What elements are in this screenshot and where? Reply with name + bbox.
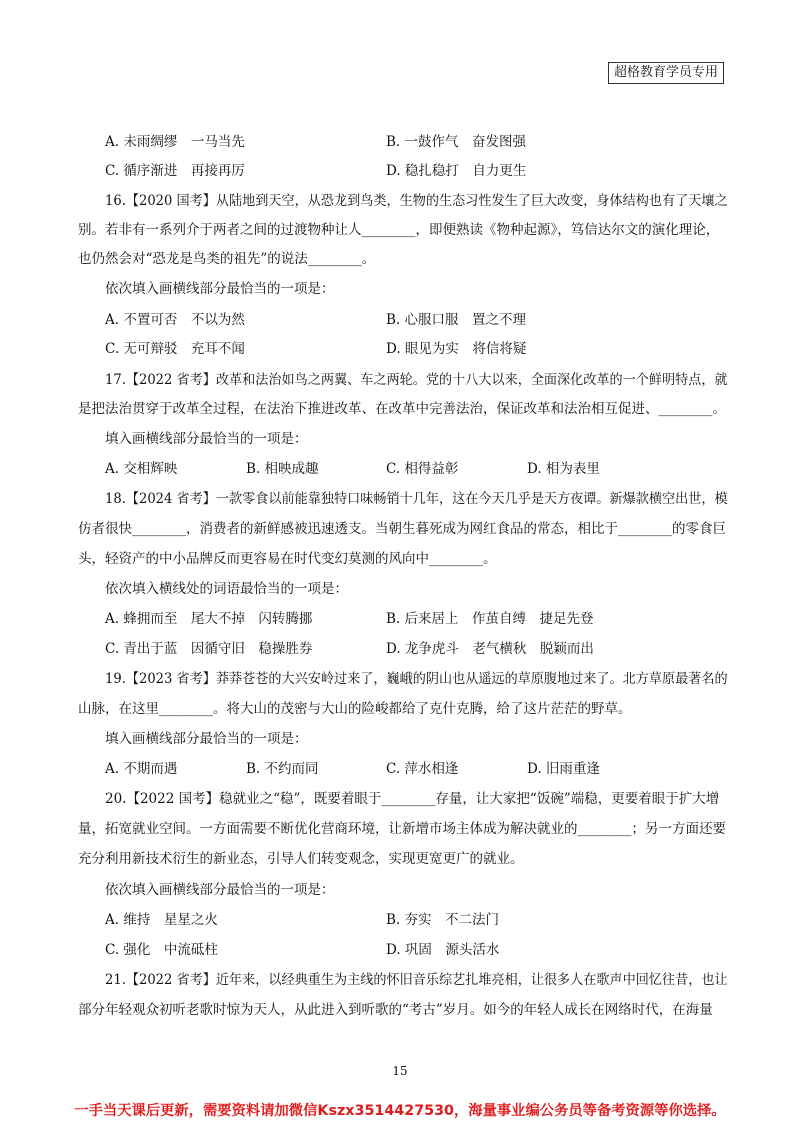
q19-option-b: B. 不约而同 (246, 761, 319, 777)
q18-text-line-1: 18.【2024 省考】一款零食以前能靠独特口味畅销十几年，这在今天几乎是天方夜谭。新爆款横空出世，模 (105, 491, 728, 507)
watermark-stamp: 超格教育学员专用 (608, 62, 724, 84)
q20-prompt: 依次填入画横线部分最恰当的一项是： (105, 882, 335, 898)
q16-option-c: C. 无可辩驳 充耳不闻 (105, 341, 245, 357)
q16-option-a: A. 不置可否 不以为然 (105, 312, 245, 328)
q15-option-a: A. 未雨绸缪 一马当先 (105, 134, 245, 150)
q19-option-a: A. 不期而遇 (105, 761, 178, 777)
q15-option-c: C. 循序渐进 再接再厉 (105, 163, 245, 179)
q15-option-d: D. 稳扎稳打 自力更生 (386, 163, 527, 179)
q17-option-c: C. 相得益彰 (386, 461, 459, 477)
q20-text-line-2: 量，拓宽就业空间。一方面需要不断优化营商环境，让新增市场主体成为解决就业的________；另一方面还要 (78, 821, 726, 837)
q17-text-line-2: 是把法治贯穿于改革全过程，在法治下推进改革、在改革中完善法治，保证改革和法治相互促进、________。 (78, 401, 726, 417)
q17-text-line-1: 17.【2022 省考】改革和法治如鸟之两翼、车之两轮。党的十八大以来，全面深化改革的一个鲜明特点，就 (105, 372, 728, 388)
q18-text-line-3: 头，轻资产的中小品牌反而更容易在时代变幻莫测的风向中________。 (78, 551, 497, 567)
q16-text-line-1: 16.【2020 国考】从陆地到天空，从恐龙到鸟类，生物的生态习性发生了巨大改变，身体结构也有了天壤之 (105, 193, 728, 209)
q18-option-d: D. 龙争虎斗 老气横秋 脱颖而出 (386, 641, 594, 657)
q18-option-b: B. 后来居上 作茧自缚 捷足先登 (386, 611, 594, 627)
page-number: 15 (392, 1064, 408, 1078)
q20-text-line-1: 20.【2022 国考】稳就业之“稳”，既要着眼于________存量，让大家把“饭碗”端稳，更要着眼于扩大增 (105, 791, 720, 807)
q21-text-line-2: 部分年轻观众初听老歌时惊为天人，从此进入到听歌的“考古”岁月。如今的年轻人成长在网络时代，在海量 (78, 1002, 713, 1018)
q19-text-line-2: 山脉，在这里________。将大山的茂密与大山的险峻都给了克什克腾，给了这片茫茫的野草。 (78, 701, 632, 717)
q19-option-c: C. 萍水相逢 (386, 761, 459, 777)
q19-text-line-1: 19.【2023 省考】莽莽苍苍的大兴安岭过来了，巍峨的阴山也从遥远的草原腹地过来了。北方草原最著名的 (105, 671, 728, 687)
q17-option-b: B. 相映成趣 (246, 461, 319, 477)
q20-option-a: A. 维持 星星之火 (105, 912, 218, 928)
q21-text-line-1: 21.【2022 省考】近年来，以经典重生为主线的怀旧音乐综艺扎堆亮相，让很多人在歌声中回忆往昔，也让 (105, 972, 728, 988)
q18-prompt: 依次填入横线处的词语最恰当的一项是： (105, 581, 348, 597)
q20-option-b: B. 夯实 不二法门 (386, 912, 500, 928)
q20-text-line-3: 充分利用新技术衍生的新业态，引导人们转变观念，实现更宽更广的就业。 (78, 851, 524, 867)
q19-option-d: D. 旧雨重逢 (527, 761, 600, 777)
q18-option-c: C. 青出于蓝 因循守旧 稳操胜券 (105, 641, 313, 657)
q17-prompt: 填入画横线部分最恰当的一项是： (105, 431, 308, 447)
q18-text-line-2: 仿者很快________，消费者的新鲜感被迅速透支。当朝生暮死成为网红食品的常态，相比于________的零食巨 (78, 521, 726, 537)
q16-prompt: 依次填入画横线部分最恰当的一项是： (105, 281, 335, 297)
q19-prompt: 填入画横线部分最恰当的一项是： (105, 731, 308, 747)
q16-option-b: B. 心服口服 置之不理 (386, 312, 527, 328)
q16-text-line-3: 也仍然会对“恐龙是鸟类的祖先”的说法________。 (78, 251, 376, 267)
q17-option-d: D. 相为表里 (527, 461, 600, 477)
q15-option-b: B. 一鼓作气 奋发图强 (386, 134, 527, 150)
q17-option-a: A. 交相辉映 (105, 461, 178, 477)
q20-option-d: D. 巩固 源头活水 (386, 942, 500, 958)
q16-option-d: D. 眼见为实 将信将疑 (386, 341, 527, 357)
q18-option-a: A. 蜂拥而至 尾大不掉 闪转腾挪 (105, 611, 313, 627)
q16-text-line-2: 别。若非有一系列介于两者之间的过渡物种让人________，即便熟读《物种起源》，笃信达尔文的演化理论， (78, 222, 720, 238)
q20-option-c: C. 强化 中流砥柱 (105, 942, 218, 958)
footer-ad-note: 一手当天课后更新，需要资料请加微信Kszx3514427530，海量事业编公务员等备考资源等你选择。 (74, 1103, 726, 1119)
